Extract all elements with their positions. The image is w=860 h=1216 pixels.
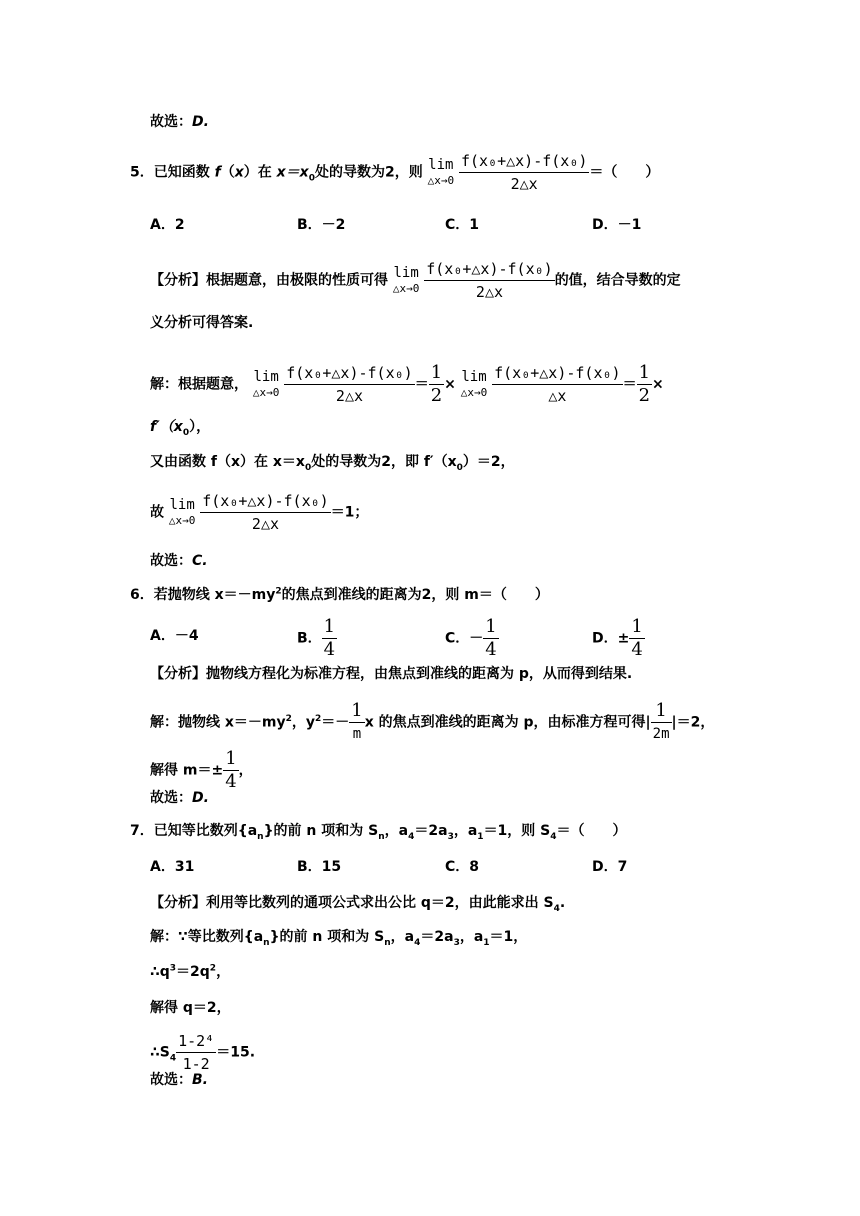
- times: ×: [652, 376, 664, 393]
- text: ，a: [390, 929, 415, 945]
- text: ＝2a: [414, 823, 448, 839]
- half-den: 2: [638, 385, 651, 406]
- frac-num: f(x₀+△x)-f(x₀): [200, 490, 330, 513]
- text: 解得 m＝±: [150, 762, 224, 779]
- solution-5-line4: [150, 490, 368, 535]
- option-a: A．－4: [150, 628, 199, 644]
- analysis-5: [150, 258, 681, 303]
- den: 4: [485, 639, 497, 660]
- lim-sub: △x→0: [460, 385, 488, 399]
- fraction: [424, 258, 554, 303]
- solution-7-line4: [150, 1030, 255, 1075]
- fprime: f′（x: [150, 419, 183, 435]
- q5-x0: x＝x: [276, 164, 309, 181]
- option-b: [297, 616, 337, 661]
- sub: 1: [477, 831, 484, 842]
- num: 1: [485, 616, 497, 637]
- solution-6-line2: [150, 748, 253, 793]
- q5-text: 已知函数: [153, 164, 215, 181]
- text: ＝1，则 S: [483, 823, 551, 839]
- option-c: C．1: [445, 217, 480, 233]
- sub: n: [257, 831, 264, 842]
- sup: 2: [315, 713, 322, 724]
- frac-num: f(x₀+△x)-f(x₀): [424, 258, 554, 281]
- frac-den: 2△x: [475, 283, 504, 301]
- label: C．－: [445, 630, 484, 647]
- sup: 3: [169, 963, 177, 974]
- sub: 0: [304, 462, 312, 473]
- text: |＝2，: [671, 714, 715, 731]
- text: ，a: [459, 929, 484, 945]
- frac-num: f(x₀+△x)-f(x₀): [459, 150, 589, 173]
- text: ，a: [453, 823, 478, 839]
- text: ，: [238, 762, 253, 779]
- frac-num: f(x₀+△x)-f(x₀): [284, 362, 414, 385]
- solution-6-line1: [150, 700, 714, 745]
- text: ＝（ ）: [556, 823, 627, 839]
- times: ×: [444, 376, 456, 393]
- text: 故: [150, 504, 164, 521]
- text: 解：抛物线 x＝－my: [150, 714, 286, 731]
- text: ∴S: [150, 1044, 170, 1061]
- sub: 3: [447, 831, 454, 842]
- fraction: [492, 362, 622, 407]
- lim-word: lim: [393, 264, 419, 281]
- fraction: [200, 490, 330, 535]
- answer-label: 故选：: [150, 790, 192, 806]
- solution-text: 解：根据题意，: [150, 376, 248, 393]
- text: 利用等比数列的通项公式求出公比 q＝2，由此能求出 S: [206, 895, 554, 911]
- text: 解：∵等比数列{a: [150, 929, 264, 945]
- option-c: C．8: [445, 859, 480, 875]
- half-den: 2: [430, 385, 443, 406]
- solution-7-line2: [150, 962, 230, 982]
- frac: [483, 616, 498, 661]
- text: ，y: [291, 714, 316, 731]
- solution-7-line3: 解得 q＝2，: [150, 1000, 231, 1016]
- den: 4: [323, 639, 336, 660]
- option-d: D．7: [592, 859, 628, 875]
- text: ＝1；: [330, 504, 369, 521]
- text: ）＝2，: [462, 454, 515, 470]
- option-b: B．－2: [297, 217, 346, 233]
- sub: n: [378, 831, 385, 842]
- label: B．: [297, 630, 322, 647]
- sub: 1: [483, 937, 490, 948]
- solution-5-line3: [150, 452, 515, 472]
- answer-value: D.: [192, 114, 209, 130]
- option-c: [445, 616, 499, 661]
- analysis-7: [150, 893, 565, 913]
- q5-text2: ）在: [243, 164, 277, 181]
- sub: 4: [169, 1053, 177, 1064]
- analysis-6: [150, 664, 632, 684]
- frac: [176, 1030, 216, 1075]
- answer-line-5: [150, 551, 208, 571]
- option-b: B．15: [297, 859, 342, 875]
- answer-value: D.: [192, 790, 209, 806]
- text: 已知等比数列{a: [153, 823, 258, 839]
- limit: [428, 157, 455, 189]
- sub: 4: [408, 831, 415, 842]
- equals: ＝: [414, 376, 429, 393]
- analysis-text: 抛物线方程化为标准方程，由焦点到准线的距离为 p，从而得到结果.: [206, 666, 633, 682]
- analysis-5-line2: 义分析可得答案.: [150, 315, 254, 331]
- sub: 4: [550, 831, 557, 842]
- analysis-text: 根据题意，由极限的性质可得: [206, 272, 388, 289]
- text: 处的导数为2，即 f′（x: [311, 454, 457, 470]
- lim-sub: △x→0: [427, 173, 455, 187]
- frac-den: 2△x: [510, 175, 538, 193]
- frac-den: 2△x: [335, 387, 364, 405]
- half-num: 1: [430, 362, 443, 383]
- lim-word: lim: [461, 368, 487, 385]
- text: ∴q: [150, 964, 170, 980]
- sup: 2: [285, 713, 292, 724]
- sub: 0: [182, 427, 190, 438]
- equals: ＝: [622, 376, 637, 393]
- sup: 2: [275, 586, 282, 597]
- lim-sub: △x→0: [392, 281, 420, 295]
- half-num: 1: [638, 362, 651, 383]
- text: ，a: [384, 823, 409, 839]
- text: 又由函数 f（x）在 x＝x: [150, 454, 305, 470]
- solution-7-line1: [150, 927, 527, 947]
- answer-label: 故选：: [150, 553, 192, 569]
- answer-line-6: [150, 788, 209, 808]
- den: 1-2: [182, 1055, 210, 1073]
- question-7: [130, 821, 627, 841]
- analysis-text2: 的值，结合导数的定: [554, 272, 681, 289]
- solution-5-line2: [150, 417, 210, 437]
- q5-x: x: [234, 164, 244, 181]
- lim-sub: △x→0: [168, 513, 196, 527]
- fraction: [284, 362, 414, 407]
- frac: [349, 700, 364, 745]
- num: 1-2⁴: [176, 1030, 216, 1053]
- question-6: [130, 585, 549, 605]
- text: .: [559, 895, 566, 911]
- frac: [223, 748, 238, 793]
- analysis-tag: 【分析】: [150, 895, 206, 911]
- text: ），: [189, 419, 211, 435]
- text: 若抛物线 x＝－my: [153, 587, 276, 603]
- den: m: [352, 726, 362, 742]
- answer-label: 故选：: [150, 114, 192, 130]
- limit: [253, 369, 280, 401]
- den: 4: [225, 771, 237, 792]
- lim-word: lim: [428, 156, 454, 173]
- lim-word: lim: [169, 496, 195, 513]
- text: ＝15.: [216, 1044, 256, 1061]
- num: 1: [651, 700, 672, 723]
- sub: 4: [414, 937, 421, 948]
- q5-tail: ＝（ ）: [589, 164, 660, 181]
- frac-den: 2△x: [251, 515, 280, 533]
- frac: [629, 616, 644, 661]
- question-number: 7．: [130, 823, 154, 839]
- q5-sub: 0: [308, 173, 315, 184]
- answer-line-prev: [150, 112, 209, 132]
- option-a: A．2: [150, 217, 185, 233]
- den: 4: [631, 639, 643, 660]
- frac: [322, 616, 337, 661]
- den: 2m: [652, 726, 670, 742]
- answer-label: 故选：: [150, 1072, 192, 1088]
- num: 1: [631, 616, 643, 637]
- text: }的前 n 项和为 S: [269, 929, 385, 945]
- limit: [393, 265, 420, 297]
- answer-value: B.: [192, 1072, 208, 1088]
- option-d: [592, 616, 645, 661]
- sub: n: [263, 937, 270, 948]
- question-5: [130, 150, 659, 195]
- question-number: 6．: [130, 587, 154, 603]
- text: }的前 n 项和为 S: [263, 823, 379, 839]
- limit: [169, 497, 196, 529]
- lim-sub: △x→0: [252, 385, 280, 399]
- q5-text3: 处的导数为2，则: [314, 164, 423, 181]
- text: ＝2a: [420, 929, 454, 945]
- answer-value: C.: [192, 553, 208, 569]
- sub: 3: [453, 937, 460, 948]
- text: ＝2q: [176, 964, 210, 980]
- answer-line-7: [150, 1070, 208, 1090]
- frac-num: f(x₀+△x)-f(x₀): [492, 362, 622, 385]
- text: ＝－: [321, 714, 350, 731]
- q5-paren: （: [220, 164, 235, 181]
- text: ＝1，: [489, 929, 528, 945]
- sub: n: [384, 937, 391, 948]
- option-a: A．31: [150, 859, 195, 875]
- num: 1: [351, 700, 363, 721]
- q5-f: f: [214, 164, 221, 181]
- text: 的焦点到准线的距离为2，则 m＝（ ）: [281, 587, 549, 603]
- text: x 的焦点到准线的距离为 p，由标准方程可得|: [364, 714, 651, 731]
- frac: [651, 700, 672, 745]
- analysis-tag: 【分析】: [150, 666, 206, 682]
- fraction: [459, 150, 589, 195]
- solution-5-line1: [150, 362, 664, 407]
- limit: [461, 369, 488, 401]
- text: ，: [216, 964, 231, 980]
- num: 1: [323, 616, 336, 637]
- label: D．±: [592, 630, 630, 647]
- sup: 2: [209, 963, 217, 974]
- half: [429, 362, 444, 407]
- num: 1: [225, 748, 237, 769]
- option-d: D．－1: [592, 217, 642, 233]
- analysis-tag: 【分析】: [150, 272, 206, 289]
- half: [637, 362, 652, 407]
- sub: 4: [553, 903, 560, 914]
- question-number: 5．: [130, 164, 154, 181]
- sub: 0: [456, 462, 463, 473]
- frac-den: △x: [548, 387, 567, 405]
- lim-word: lim: [253, 368, 279, 385]
